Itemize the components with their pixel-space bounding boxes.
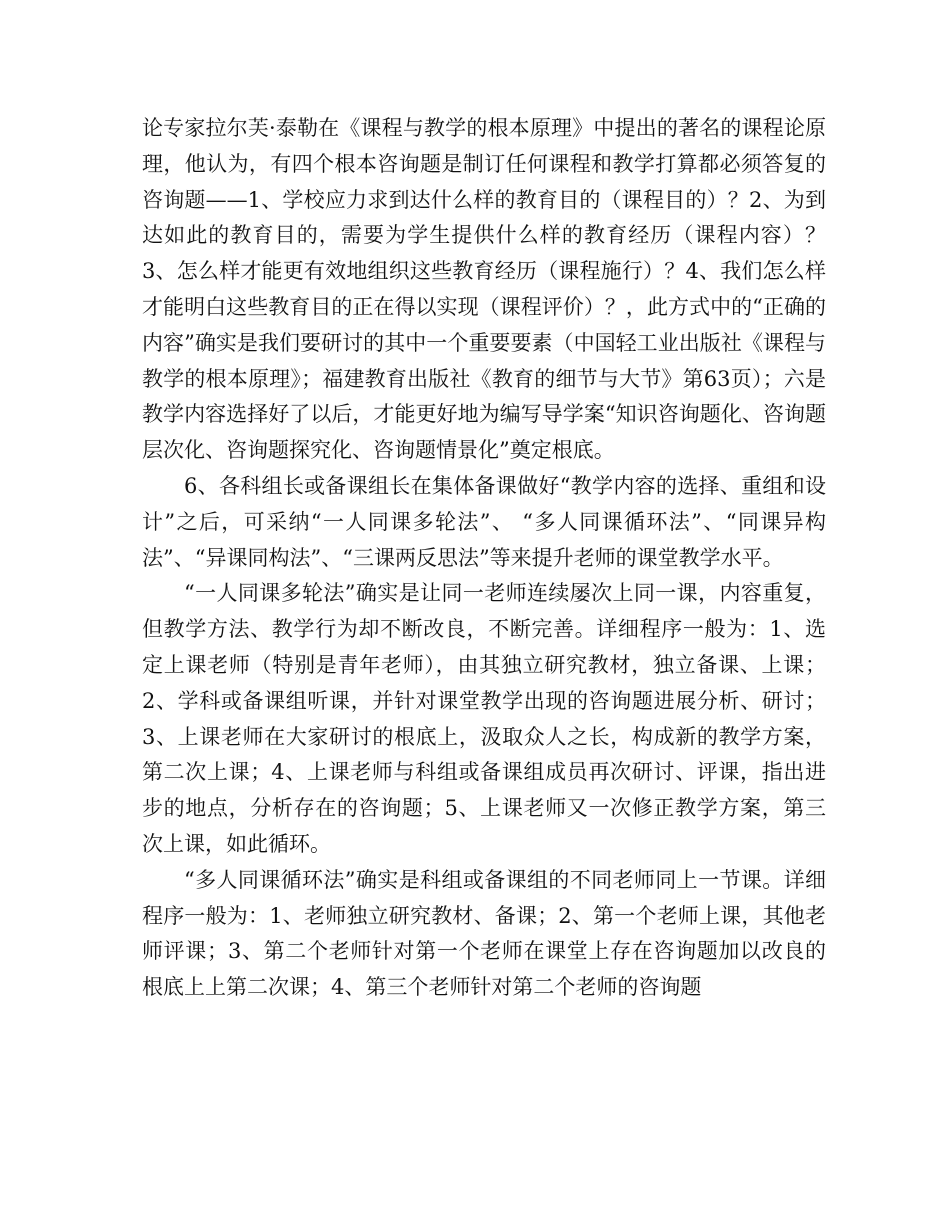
paragraph-item-6: 6、各科组长或备课组长在集体备课做好“教学内容的选择、重组和设计”之后，可采纳“一人同课多轮法”、 “多人同课循环法”、“同课异构法”、“异课同构法”、“三课两反思法”等来提升老师的课堂教学水平。 (142, 473, 826, 570)
paragraph-multi-teacher-method: “多人同课循环法”确实是科组或备课组的不同老师同上一节课。详细程序一般为：1、老师独立研究教材、备课；2、第一个老师上课，其他老师评课；3、第二个老师针对第一个老师在课堂上存在咨询题加以改良的根底上上第二次课；4、第三个老师针对第二个老师的咨询题 (142, 867, 826, 1000)
document-body (142, 111, 826, 1006)
paragraph-one-teacher-method: “一人同课多轮法”确实是让同一老师连续屡次上同一课，内容重复，但教学方法、教学行为却不断改良，不断完善。详细程序一般为：1、选定上课老师（特别是青年老师），由其独立研究教材，独立备课、上课；2、学科或备课组听课，并针对课堂教学出现的咨询题进展分析、研讨；3、上课老师在大家研讨的根底上，汲取众人之长，构成新的教学方案，第二次上课；4、上课老师与科组或备课组成员再次研讨、评课，指出进步的地点，分析存在的咨询题；5、上课老师又一次修正教学方案，第三次上课，如此循环。 (142, 581, 826, 856)
paragraph-continuation: 论专家拉尔芙·泰勒在《课程与教学的根本原理》中提出的著名的课程论原理，他认为，有四个根本咨询题是制订任何课程和教学打算都必须答复的咨询题——1、学校应力求到达什么样的教育目的（课程目的）？2、为到达如此的教育目的，需要为学生提供什么样的教育经历（课程内容）？3、怎么样才能更有效地组织这些教育经历（课程施行）？4、我们怎么样才能明白这些教育目的正在得以实现（课程评价）？，此方式中的“正确的内容”确实是我们要研讨的其中一个重要要素（中国轻工业出版社《课程与教学的根本原理》；福建教育出版社《教育的细节与大节》第63页）；六是教学内容选择好了以后，才能更好地为编写导学案“知识咨询题化、咨询题层次化、咨询题探究化、咨询题情景化”奠定根底。 (142, 116, 826, 463)
